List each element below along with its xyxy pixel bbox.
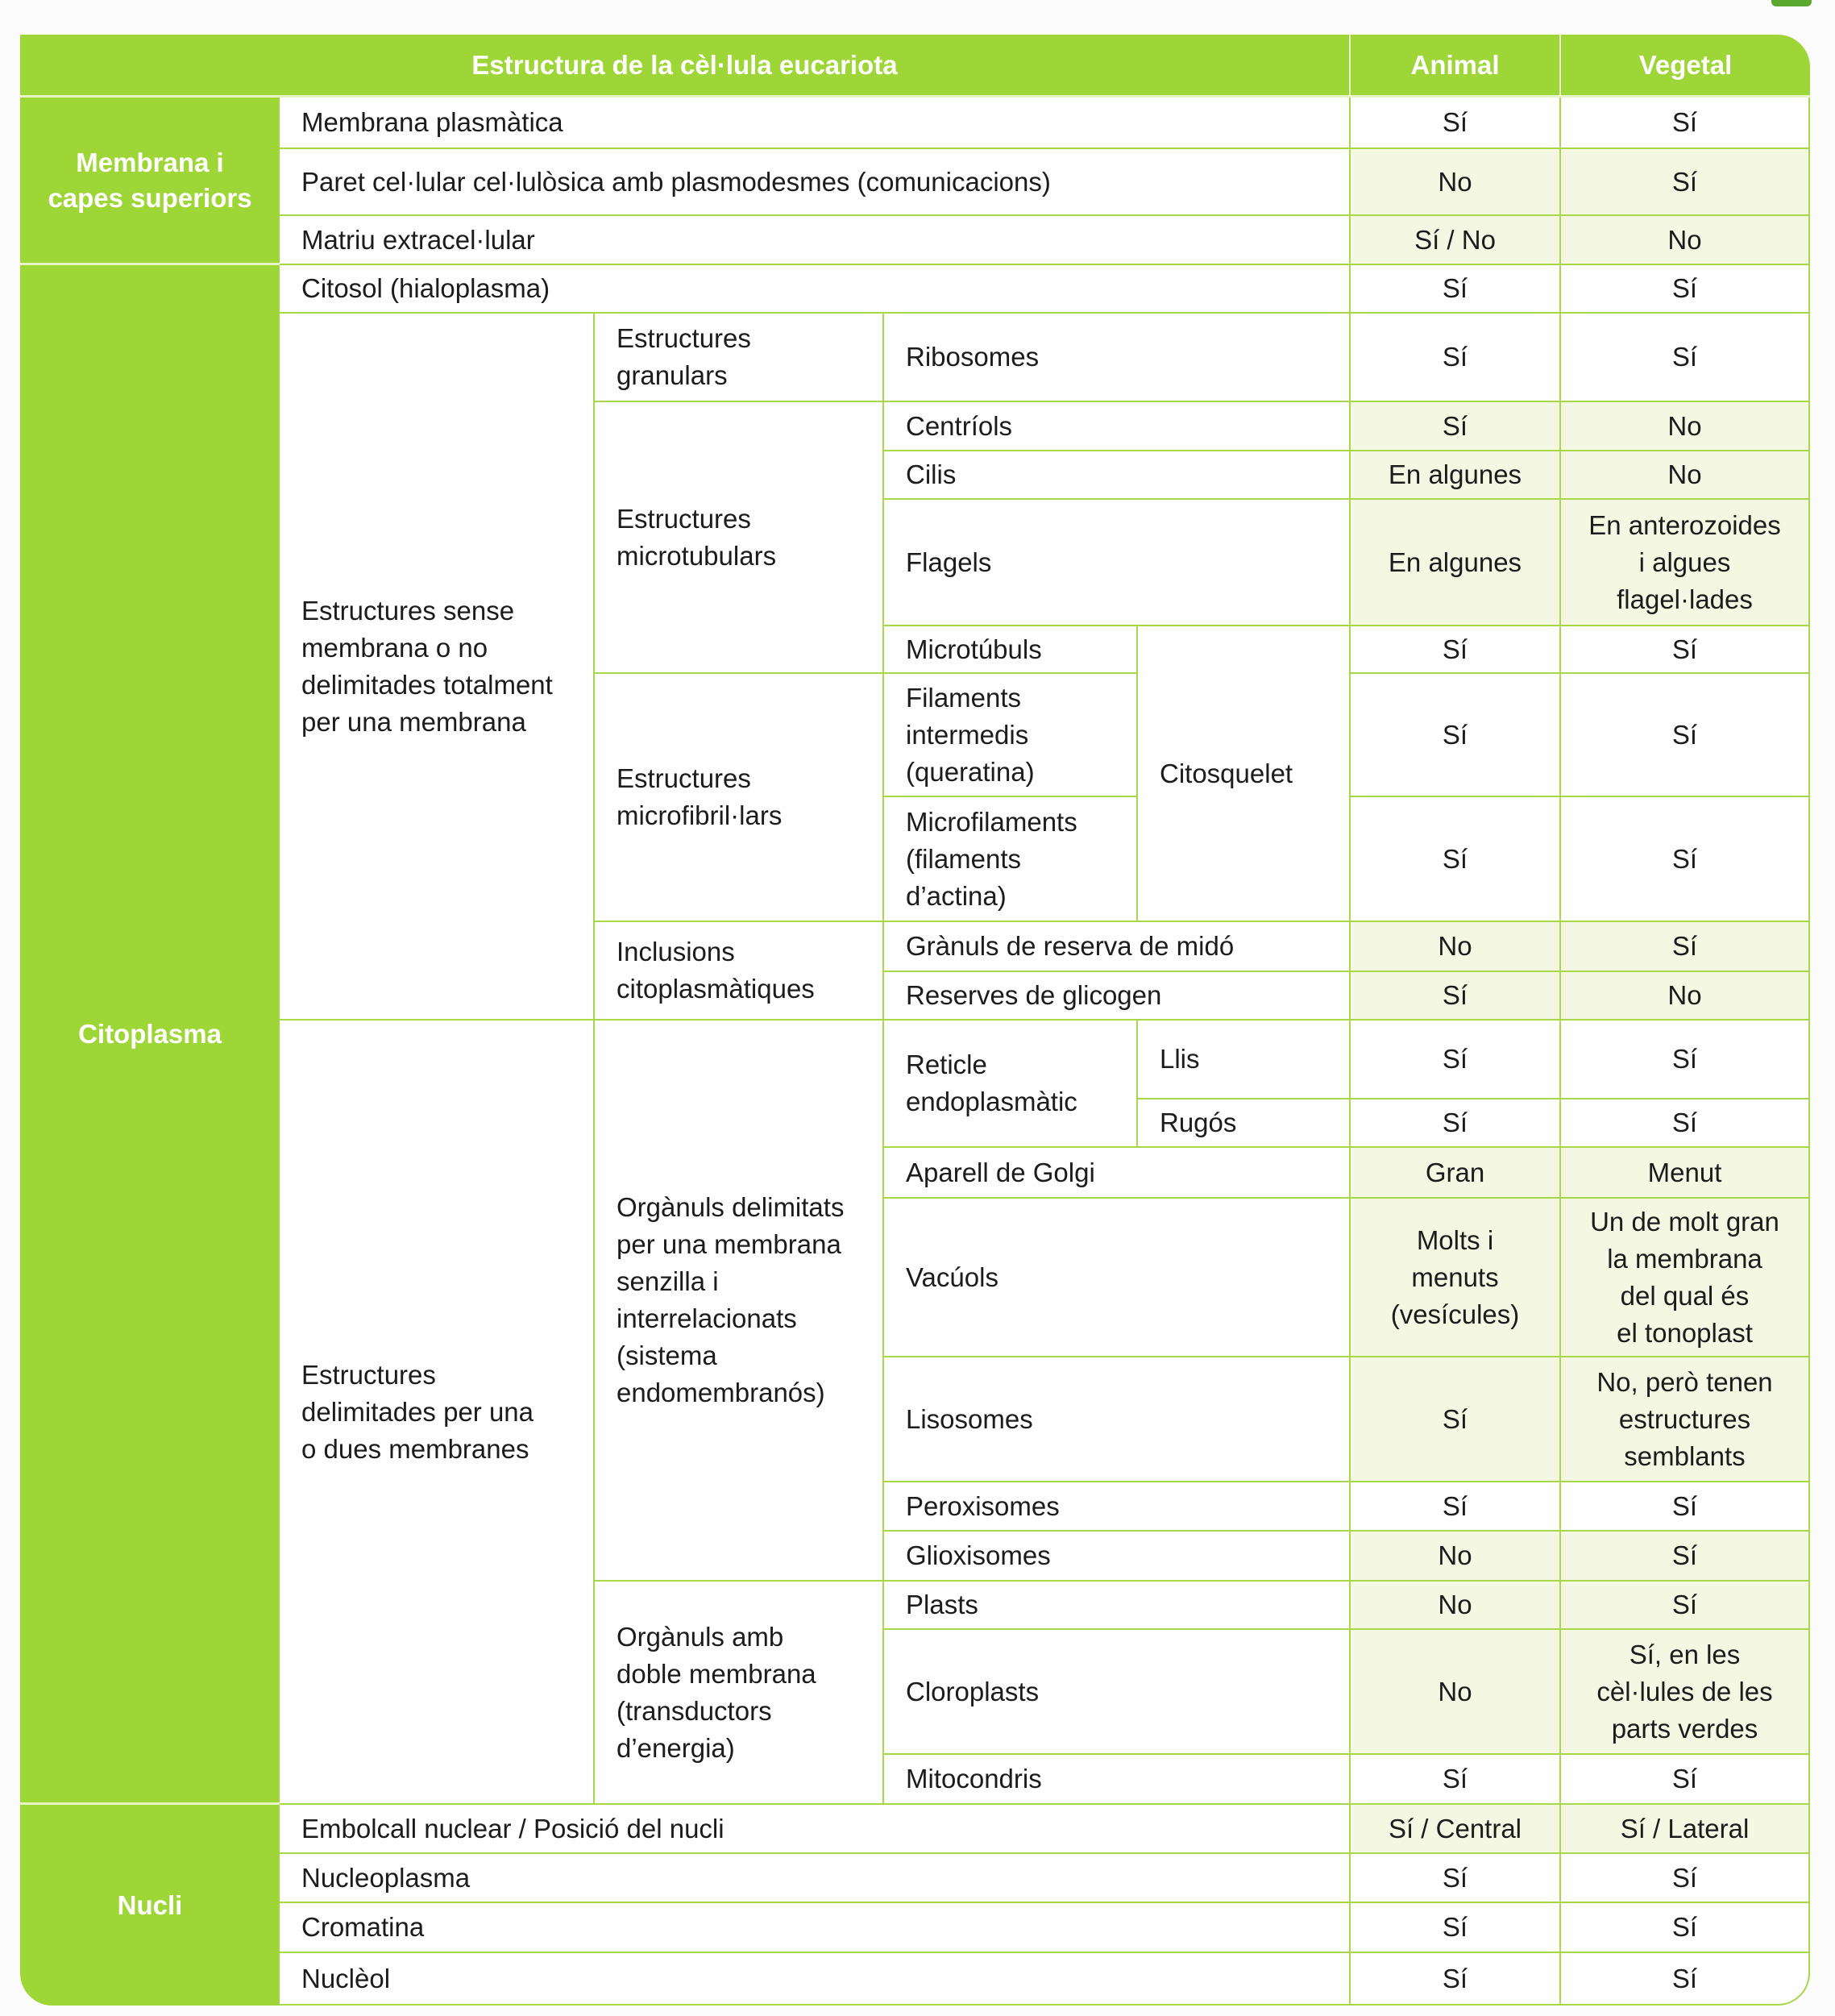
vegetal-value-cell-text: Sí <box>1671 1490 1698 1521</box>
vegetal-value-cell <box>1561 797 1810 922</box>
animal-value-cell-text: No <box>1438 1590 1472 1619</box>
animal-value-cell-text: Gran <box>1425 1157 1485 1187</box>
vegetal-value-cell-text: Sí <box>1671 1764 1698 1794</box>
animal-value-cell <box>1351 1854 1561 1903</box>
category-citosquelet-text: Citosquelet <box>1160 758 1293 788</box>
animal-value-cell-text: Sí <box>1442 107 1468 137</box>
animal-value-cell-text: No <box>1438 166 1472 197</box>
vegetal-value-cell-text: Sí <box>1671 107 1698 137</box>
animal-value-cell <box>1351 451 1561 500</box>
structure-name-cell <box>884 451 1351 500</box>
structure-name-cell-text: Llis <box>1160 1044 1200 1074</box>
animal-value-cell <box>1351 314 1561 402</box>
structure-name-cell-text: Nuclèol <box>301 1963 391 1993</box>
structure-name-cell <box>884 500 1351 626</box>
animal-value-cell-text: No <box>1438 931 1472 961</box>
vegetal-value-cell <box>1561 1020 1810 1099</box>
animal-value-cell <box>1351 1532 1561 1582</box>
structure-name-cell-text: Cilis <box>906 459 957 489</box>
animal-value-cell <box>1351 1953 1561 2006</box>
header-animal <box>1351 35 1561 98</box>
category-microtubulars <box>595 402 884 674</box>
animal-value-cell-text: Sí <box>1442 843 1468 874</box>
category-citosquelet <box>1138 626 1351 922</box>
structure-name-cell <box>884 1532 1351 1582</box>
animal-value-cell-text: Sí <box>1442 1044 1468 1074</box>
vegetal-value-cell <box>1561 1630 1810 1755</box>
structure-name-cell-text: Flagels <box>906 547 992 577</box>
vegetal-value-cell-text: Sí <box>1671 1044 1698 1074</box>
vegetal-value-cell <box>1561 1582 1810 1630</box>
structure-name-cell <box>280 1903 1351 1953</box>
vegetal-value-cell-text: Sí <box>1671 719 1698 750</box>
animal-value-cell <box>1351 922 1561 972</box>
header-animal-text: Animal <box>1410 49 1500 80</box>
animal-value-cell-text: Sí <box>1442 342 1468 372</box>
structure-name-cell <box>884 972 1351 1020</box>
vegetal-value-cell-text: No <box>1667 410 1702 441</box>
structure-name-cell-text: Microfilaments (filaments d’actina) <box>906 806 1077 911</box>
vegetal-value-cell-text: Menut <box>1647 1157 1722 1187</box>
structure-name-cell-text: Ribosomes <box>906 342 1040 372</box>
structure-name-cell-text: Membrana plasmàtica <box>301 107 563 137</box>
structure-name-cell-text: Reserves de glicogen <box>906 980 1162 1010</box>
vegetal-value-cell-text: Sí <box>1671 1540 1698 1570</box>
category-microtubulars-text: Estructures microtubulars <box>617 503 777 571</box>
structure-name-cell-text: Cromatina <box>301 1912 425 1942</box>
vegetal-value-cell <box>1561 1903 1810 1953</box>
structure-name-cell <box>884 626 1138 674</box>
vegetal-value-cell-text: Un de molt gran la membrana del qual és el tonoplast <box>1590 1206 1779 1348</box>
vegetal-value-cell <box>1561 922 1810 972</box>
vegetal-value-cell <box>1561 402 1810 451</box>
group-membrana <box>20 98 280 265</box>
vegetal-value-cell-text: Sí <box>1671 1590 1698 1619</box>
group-citoplasma <box>20 265 280 1805</box>
animal-value-cell-text: No <box>1438 1676 1472 1706</box>
structure-name-cell <box>1138 1099 1351 1148</box>
structure-name-cell <box>884 314 1351 402</box>
category-inclusions-text: Inclusions citoplasmàtiques <box>617 937 815 1004</box>
animal-value-cell-text: Sí <box>1442 410 1468 441</box>
structure-name-cell-text: Citosol (hialoplasma) <box>301 273 550 303</box>
structure-name-cell-text: Microtúbuls <box>906 634 1042 664</box>
vegetal-value-cell <box>1561 972 1810 1020</box>
structure-name-cell <box>1138 1020 1351 1099</box>
structure-name-cell <box>884 402 1351 451</box>
animal-value-cell <box>1351 1357 1561 1482</box>
structure-name-cell <box>884 674 1138 797</box>
vegetal-value-cell <box>1561 1805 1810 1854</box>
vegetal-value-cell-text: Sí <box>1671 1963 1698 1993</box>
category-doble-membrana-text: Orgànuls amb doble membrana (transductors d’energia) <box>617 1621 816 1763</box>
header-vegetal-text: Vegetal <box>1638 49 1733 80</box>
vegetal-value-cell-text: No <box>1667 459 1702 489</box>
animal-value-cell <box>1351 149 1561 216</box>
animal-value-cell <box>1351 216 1561 265</box>
header-title-text: Estructura de la cèl·lula eucariota <box>471 49 898 80</box>
animal-value-cell <box>1351 1148 1561 1199</box>
animal-value-cell <box>1351 797 1561 922</box>
animal-value-cell <box>1351 1482 1561 1532</box>
animal-value-cell <box>1351 265 1561 314</box>
structure-name-cell-text: Filaments intermedis (queratina) <box>906 682 1035 787</box>
structure-name-cell <box>280 265 1351 314</box>
structure-name-cell-text: Glioxisomes <box>906 1540 1051 1570</box>
animal-value-cell-text: Sí <box>1442 1862 1468 1893</box>
structure-name-cell <box>884 1357 1351 1482</box>
vegetal-value-cell-text: Sí <box>1671 634 1698 664</box>
animal-value-cell <box>1351 1805 1561 1854</box>
animal-value-cell <box>1351 1020 1561 1099</box>
structure-name-cell-text: Mitocondris <box>906 1764 1042 1794</box>
vegetal-value-cell <box>1561 1532 1810 1582</box>
vegetal-value-cell-text: Sí <box>1671 1912 1698 1942</box>
structure-name-cell-text: Nucleoplasma <box>301 1862 471 1893</box>
vegetal-value-cell <box>1561 626 1810 674</box>
structure-name-cell <box>884 797 1138 922</box>
structure-name-cell-text: Grànuls de reserva de midó <box>906 931 1235 961</box>
structure-name-cell <box>884 1755 1351 1805</box>
structure-name-cell-text: Paret cel·lular cel·lulòsica amb plasmodesmes (comunicacions) <box>301 166 1051 197</box>
vegetal-value-cell <box>1561 1482 1810 1532</box>
animal-value-cell <box>1351 1755 1561 1805</box>
structure-name-cell <box>280 216 1351 265</box>
vegetal-value-cell <box>1561 451 1810 500</box>
vegetal-value-cell <box>1561 1953 1810 2006</box>
vegetal-value-cell <box>1561 265 1810 314</box>
animal-value-cell-text: Sí <box>1442 634 1468 664</box>
animal-value-cell-text: Sí <box>1442 1108 1468 1137</box>
animal-value-cell-text: Sí <box>1442 1403 1468 1434</box>
animal-value-cell-text: No <box>1438 1540 1472 1570</box>
structure-name-cell <box>884 922 1351 972</box>
animal-value-cell <box>1351 626 1561 674</box>
animal-value-cell-text: Sí <box>1442 1764 1468 1794</box>
animal-value-cell-text: Sí <box>1442 719 1468 750</box>
vegetal-value-cell-text: En anterozoides i algues flagel·lades <box>1588 509 1781 614</box>
vegetal-value-cell-text: No <box>1667 224 1702 255</box>
vegetal-value-cell <box>1561 1099 1810 1148</box>
structure-name-cell-text: Peroxisomes <box>906 1490 1060 1521</box>
vegetal-value-cell <box>1561 500 1810 626</box>
structure-name-cell <box>280 1805 1351 1854</box>
vegetal-value-cell-text: Sí <box>1671 273 1698 303</box>
vegetal-value-cell-text: Sí / Lateral <box>1620 1813 1750 1843</box>
structure-name-cell <box>884 1482 1351 1532</box>
category-endomembranos-text: Orgànuls delimitats per una membrana senzilla i interrelacionats (sistema endomembranós) <box>617 1192 845 1407</box>
structure-name-cell-text: Embolcall nuclear / Posició del nucli <box>301 1813 724 1843</box>
category-reticle <box>884 1020 1138 1148</box>
structure-name-cell <box>280 149 1351 216</box>
structure-name-cell-text: Lisosomes <box>906 1403 1033 1434</box>
animal-value-cell-text: En algunes <box>1388 459 1522 489</box>
category-granulars-text: Estructures granulars <box>617 323 751 390</box>
animal-value-cell-text: Sí <box>1442 980 1468 1010</box>
category-microfibrillars-text: Estructures microfibril·lars <box>617 763 783 830</box>
category-reticle-text: Reticle endoplasmàtic <box>906 1050 1077 1116</box>
animal-value-cell <box>1351 1199 1561 1357</box>
structure-name-cell <box>280 98 1351 149</box>
animal-value-cell <box>1351 500 1561 626</box>
animal-value-cell-text: Sí <box>1442 1490 1468 1521</box>
vegetal-value-cell-text: Sí <box>1671 1108 1698 1137</box>
vegetal-value-cell <box>1561 1854 1810 1903</box>
category-inclusions <box>595 922 884 1020</box>
structure-name-cell <box>280 1953 1351 2006</box>
category-endomembranos <box>595 1020 884 1582</box>
vegetal-value-cell <box>1561 98 1810 149</box>
vegetal-value-cell <box>1561 1357 1810 1482</box>
animal-value-cell-text: Sí / Central <box>1388 1813 1522 1843</box>
structure-name-cell-text: Plasts <box>906 1590 978 1619</box>
group-citoplasma-text: Citoplasma <box>78 1018 222 1049</box>
vegetal-value-cell <box>1561 674 1810 797</box>
group-nucli <box>20 1805 280 2006</box>
animal-value-cell-text: Sí <box>1442 1912 1468 1942</box>
vegetal-value-cell-text: Sí <box>1671 342 1698 372</box>
animal-value-cell <box>1351 402 1561 451</box>
vegetal-value-cell <box>1561 216 1810 265</box>
animal-value-cell-text: Sí <box>1442 273 1468 303</box>
vegetal-value-cell <box>1561 314 1810 402</box>
vegetal-value-cell <box>1561 1755 1810 1805</box>
group-membrana-text: Membrana i capes superiors <box>48 147 252 213</box>
animal-value-cell-text: Molts i menuts (vesícules) <box>1390 1224 1520 1329</box>
animal-value-cell <box>1351 1903 1561 1953</box>
category-delimitades-text: Estructures delimitades per una o dues membranes <box>301 1359 534 1464</box>
vegetal-value-cell-text: Sí <box>1671 931 1698 961</box>
category-delimitades <box>280 1020 595 1805</box>
vegetal-value-cell-text: Sí <box>1671 1862 1698 1893</box>
structure-name-cell-text: Rugós <box>1160 1108 1237 1137</box>
vegetal-value-cell-text: Sí <box>1671 166 1698 197</box>
category-microfibrillars <box>595 674 884 922</box>
structure-name-cell <box>884 1148 1351 1199</box>
category-granulars <box>595 314 884 402</box>
structure-name-cell <box>884 1630 1351 1755</box>
animal-value-cell <box>1351 1630 1561 1755</box>
vegetal-value-cell-text: Sí, en les cèl·lules de les parts verdes <box>1596 1639 1773 1744</box>
structure-name-cell-text: Cloroplasts <box>906 1676 1040 1706</box>
vegetal-value-cell <box>1561 149 1810 216</box>
header-title <box>20 35 1351 98</box>
animal-value-cell <box>1351 1582 1561 1630</box>
animal-value-cell-text: En algunes <box>1388 547 1522 577</box>
header-vegetal <box>1561 35 1810 98</box>
animal-value-cell <box>1351 1099 1561 1148</box>
vegetal-value-cell-text: Sí <box>1671 843 1698 874</box>
category-sense-membrana <box>280 314 595 1020</box>
group-nucli-text: Nucli <box>117 1889 183 1920</box>
vegetal-value-cell-text: No <box>1667 980 1702 1010</box>
animal-value-cell <box>1351 674 1561 797</box>
animal-value-cell <box>1351 972 1561 1020</box>
structure-name-cell <box>884 1582 1351 1630</box>
category-doble-membrana <box>595 1582 884 1805</box>
animal-value-cell <box>1351 98 1561 149</box>
category-sense-membrana-text: Estructures sense membrana o no delimitades totalment per una membrana <box>301 595 553 737</box>
structure-name-cell <box>884 1199 1351 1357</box>
animal-value-cell-text: Sí / No <box>1414 224 1496 255</box>
structure-name-cell-text: Vacúols <box>906 1262 998 1292</box>
structure-name-cell-text: Matriu extracel·lular <box>301 224 535 255</box>
vegetal-value-cell-text: No, però tenen estructures semblants <box>1596 1366 1773 1471</box>
structure-name-cell-text: Centríols <box>906 410 1013 441</box>
structure-name-cell-text: Aparell de Golgi <box>906 1157 1095 1187</box>
vegetal-value-cell <box>1561 1148 1810 1199</box>
animal-value-cell-text: Sí <box>1442 1963 1468 1993</box>
vegetal-value-cell <box>1561 1199 1810 1357</box>
structure-name-cell <box>280 1854 1351 1903</box>
